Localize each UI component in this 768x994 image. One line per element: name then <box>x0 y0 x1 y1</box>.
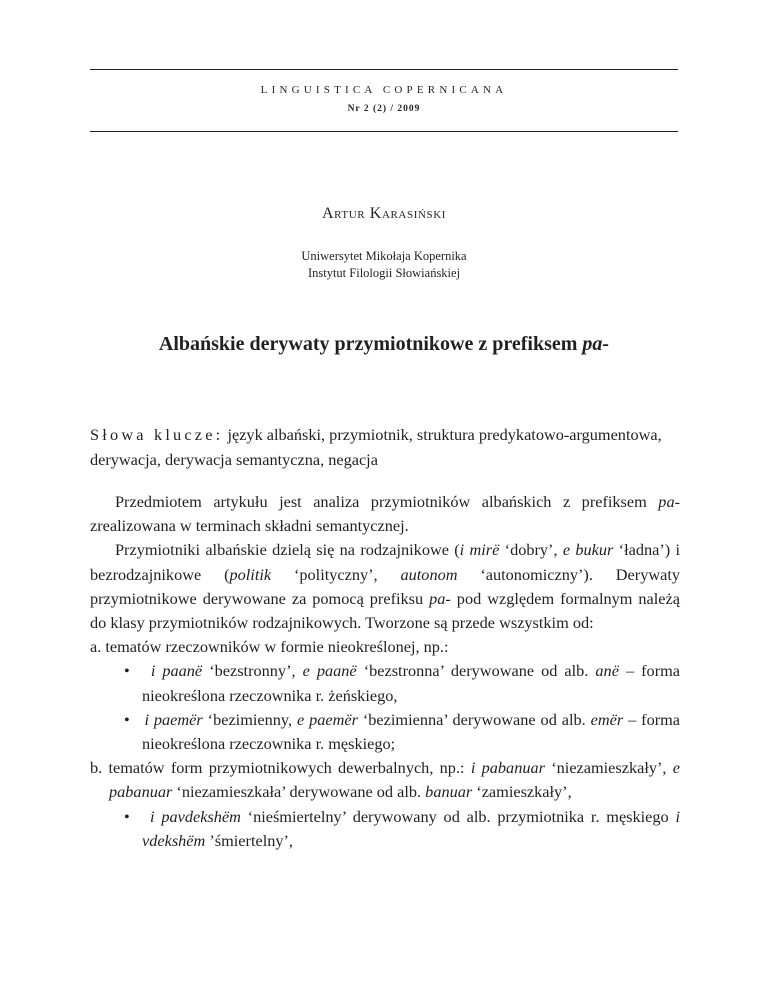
affiliation-university: Uniwersytet Mikołaja Kopernika <box>301 249 467 263</box>
text-span: ‘polityczny’, <box>271 564 401 584</box>
text-span: ‘bezstronna’ derywowane od alb. <box>356 661 596 681</box>
italic-term: politik <box>229 564 272 584</box>
italic-term: e bukur <box>562 540 614 560</box>
italic-term: i pabanuar <box>470 758 545 778</box>
issue-number: Nr 2 (2) / 2009 <box>347 104 421 114</box>
affiliation-institute: Instytut Filologii Słowiańskiej <box>307 266 461 280</box>
text-span: Przedmiotem artykułu jest analiza przymiotników albańskich z prefiksem <box>115 492 659 511</box>
italic-term: i paanë <box>150 661 203 681</box>
italic-term: i vdekshëm <box>142 806 680 850</box>
article-title <box>90 333 678 356</box>
text-span: ‘ładna’) i bezrodzajnikowe ( <box>90 540 681 584</box>
text-span: – forma nieokreślona rzeczownika r. żeńskiego, <box>142 661 681 705</box>
bullet-icon: • <box>124 709 130 729</box>
paragraph-2 <box>90 538 680 635</box>
list-item-b <box>90 756 680 804</box>
text-span: Przymiotniki albańskie dzielą się na rodzajnikowe ( <box>115 540 460 560</box>
author-name: Artur Karasiński <box>321 205 447 222</box>
italic-term: autonom <box>400 564 458 584</box>
text-span: ‘zamieszkały’, <box>472 782 572 802</box>
article-title-prefix: pa- <box>582 333 610 355</box>
text-span: ‘bezstronny’, <box>202 661 303 681</box>
top-rule <box>90 69 678 70</box>
text-span: ‘nieśmiertelny’ derywowany od alb. przymiotnika r. męskiego <box>240 806 676 826</box>
italic-term: pa- <box>429 588 451 608</box>
journal-name: LINGUISTICA COPERNICANA <box>260 84 508 96</box>
italic-term: anë <box>595 661 619 681</box>
list-item-a <box>90 635 680 659</box>
italic-term: e pabanuar <box>109 758 681 802</box>
text-span: a. tematów rzeczowników w formie nieokreślonej, np.: <box>90 637 449 657</box>
italic-term: i paemër <box>144 709 203 729</box>
italic-term: emër <box>590 709 624 729</box>
italic-term: e paanë <box>302 661 357 681</box>
keywords-text: język albański, przymiotnik, struktura predykatowo-argumentowa, derywacja, derywacja semantyczna, negacja <box>90 425 662 469</box>
header-bottom-rule <box>90 131 678 132</box>
paragraph-1 <box>90 490 680 538</box>
text-span: pod względem formalnym należą do klasy przymiotników rodzajnikowych. Tworzone są przede wszystkim od: <box>90 588 680 633</box>
text-span: ‘bezimienna’ derywowane od alb. <box>357 709 591 729</box>
bullet-item <box>90 708 680 756</box>
article-title-text: Albańskie derywaty przymiotnikowe z prefiksem <box>158 333 583 355</box>
text-span: ‘niezamieszkała’ derywowane od alb. <box>172 782 426 802</box>
italic-term: e paemër <box>296 709 358 729</box>
keywords-label: Słowa klucze: <box>90 425 224 444</box>
italic-term: pa- <box>658 492 680 511</box>
bullet-item <box>90 805 680 853</box>
bullet-icon: • <box>124 661 130 681</box>
text-span: zrealizowana w terminach składni semantycznej. <box>90 516 409 536</box>
text-span: ’śmiertelny’, <box>205 830 293 850</box>
text-span: – forma nieokreślona rzeczownika r. męskiego; <box>142 709 681 754</box>
text-span: ‘autonomiczny’). Derywaty przymiotnikowe derywowane za pomocą prefiksu <box>90 564 680 608</box>
text-span: ‘dobry’, <box>499 540 563 560</box>
text-span: ‘niezamieszkały’, <box>544 758 673 778</box>
italic-term: i mirë <box>459 540 500 560</box>
article-body <box>90 490 680 853</box>
bullet-item <box>90 659 680 707</box>
italic-term: banuar <box>425 782 473 802</box>
text-span: ‘bezimienny, <box>202 709 297 729</box>
italic-term: i pavdekshëm <box>150 806 241 826</box>
bullet-icon: • <box>124 806 130 826</box>
keywords <box>90 422 680 472</box>
text-span: b. tematów form przymiotnikowych dewerbalnych, np.: <box>90 758 471 778</box>
